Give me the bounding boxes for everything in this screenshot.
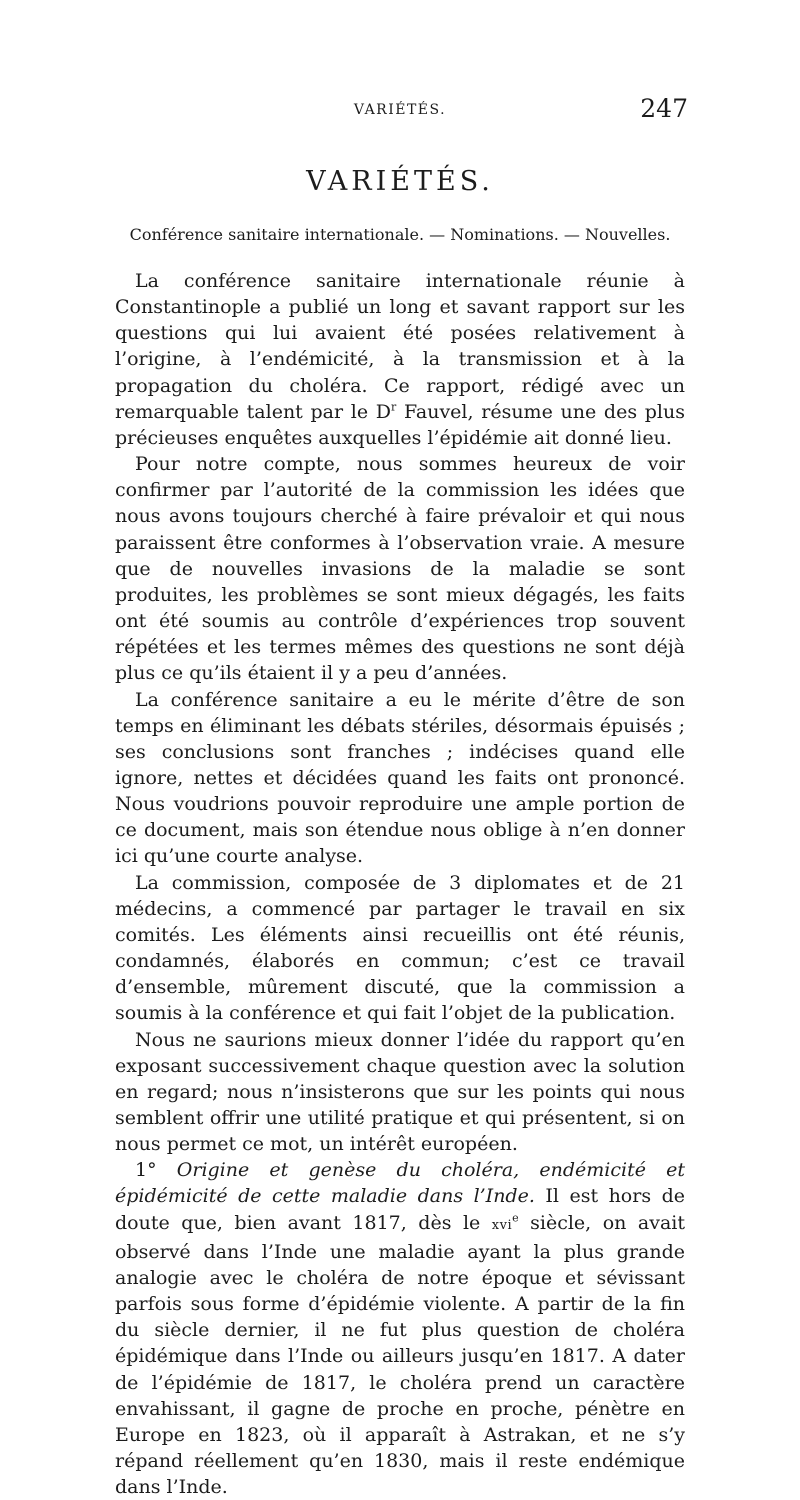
paragraph-2: Pour notre compte, nous sommes heureux de voir confirmer par l’autorité de la commission les idées que nous avons toujours cherché à faire prévaloir et qui nous paraissent être conformes à l’observation vraie. A mesure que de nouvelles invasions de la maladie se sont produites, les problèmes se sont mieux dégagés, les faits ont été soumis au contrôle d’expériences trop souvent répétées et les termes mêmes des questions ne sont déjà plus ce qu’ils étaient il y a peu d’années. xyxy=(115,453,685,685)
paragraph-1 xyxy=(115,268,685,451)
doctor-abbrev-sup: r xyxy=(391,400,397,414)
paragraph-4: La commission, composée de 3 diplomates et de 21 médecins, a commencé par partager le travail en six comités. Les éléments ainsi recueillis ont été réunis, condamnés, élaborés en commun; c’est ce travail d’ensemble, mûrement discuté, que la commission a soumis à la conférence et qui fait l’objet de la publication. xyxy=(115,871,685,1025)
article-body xyxy=(115,268,685,1500)
paragraph-3: La conférence sanitaire a eu le mérite d’être de son temps en éliminant les débats stériles, désormais épuisés ; ses conclusions sont franches ; indécises quand elle ignore, nettes et décidées quand les faits ont prononcé. Nous voudrions pouvoir reproduire une ample portion de ce document, mais son étendue nous oblige à n’en donner ici qu’une courte analyse. xyxy=(115,688,685,868)
paragraph-1-text-a: La conférence sanitaire internationale réunie à Constantinople a publié un long et savant rapport sur les questions qui lui avaient été posées relativement à l’origine, à l’endémicité, à la transmission et à la propagation du choléra. Ce rapport, rédigé avec un remarquable talent par le D xyxy=(115,270,685,423)
section-subtitle: Conférence sanitaire internationale. — Nominations. — Nouvelles. xyxy=(129,225,671,244)
century-numeral: xvi xyxy=(491,1217,513,1233)
section-heading-italic: Origine et genèse du choléra, endémicité et épidémicité de cette maladie dans l’Inde. xyxy=(115,1159,685,1208)
section-title: VARIÉTÉS. xyxy=(306,166,494,197)
section-number: 1° xyxy=(135,1159,157,1182)
paragraph-6-text-b: siècle, on avait observé dans l’Inde une maladie ayant la plus grande analogie avec le choléra de notre époque et sévissant parfois sous forme d’épidémie violente. A partir de la fin du siècle dernier, il ne fut plus question de choléra épidémique dans l’Inde ou ailleurs jusqu’en 1817. A dater de l’épidémie de 1817, le choléra prend un caractère envahissant, il gagne de proche en proche, pénètre en Europe en 1823, où il apparaît à Astrakan, et ne s’y répand réellement qu’en 1830, mais il reste endémique dans l’Inde. xyxy=(115,1211,686,1499)
paragraph-1-text-b: Fauvel, résume une des plus précieuses enquêtes auxquelles l’épidémie ait donné lieu. xyxy=(115,400,685,449)
paragraph-5: Nous ne saurions mieux donner l’idée du rapport qu’en exposant successivement chaque question avec la solution en regard; nous n’insisterons que sur les points qui nous semblent offrir une utilité pratique et qui présentent, si on nous permet ce mot, un intérêt européen. xyxy=(115,1028,685,1156)
running-head xyxy=(112,94,688,124)
paragraph-6-text-a: Il est hors de doute que, bien avant 1817, dès le xyxy=(115,1185,685,1234)
century-sup: e xyxy=(512,1211,519,1225)
paragraph-6 xyxy=(115,1157,685,1500)
page-number: 247 xyxy=(640,94,688,123)
running-head-title: VARIÉTÉS. xyxy=(353,102,447,118)
